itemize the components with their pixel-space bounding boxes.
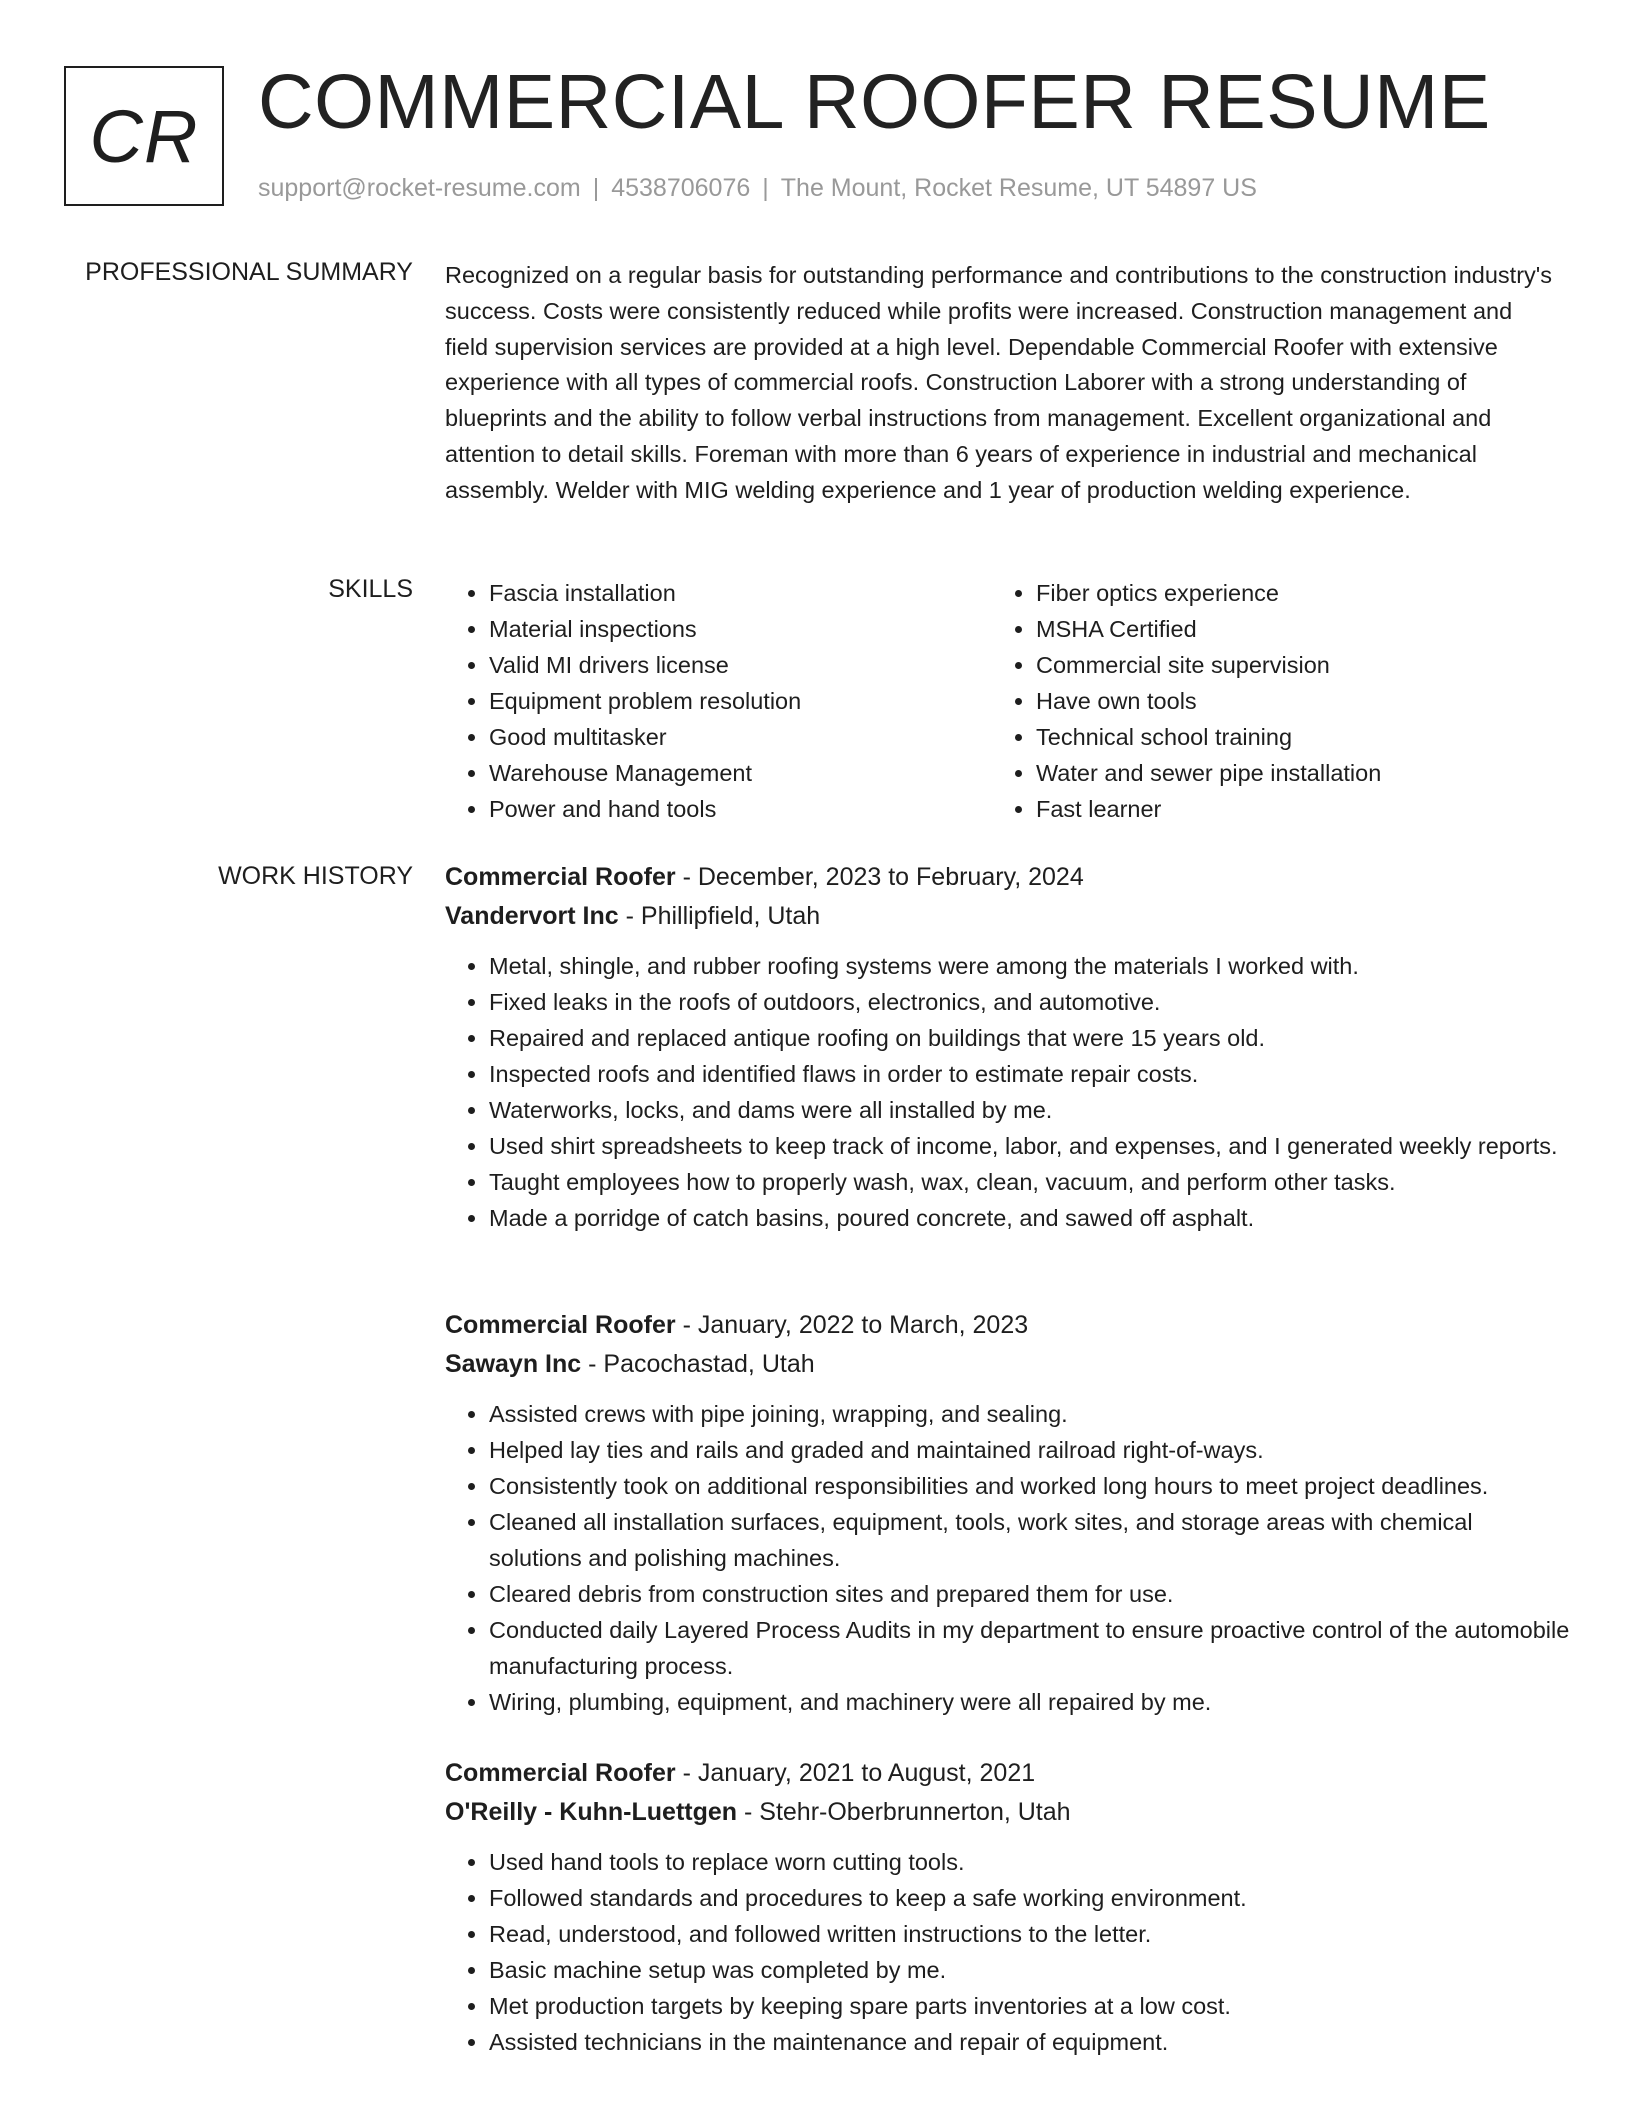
job-entry: [445, 1306, 1570, 1720]
contact-phone[interactable]: 4538706076: [611, 174, 751, 202]
monogram-logo: CR: [64, 66, 224, 206]
job-location: - Pacochastad, Utah: [581, 1350, 815, 1378]
job-location: - Stehr-Oberbrunnerton, Utah: [737, 1798, 1071, 1826]
skill-item: • Water and sewer pipe installation: [1036, 755, 1381, 791]
job-bullet: • Made a porridge of catch basins, poured concrete, and sawed off asphalt.: [489, 1200, 1570, 1236]
section-label-work-history: WORK HISTORY: [218, 862, 413, 890]
skills-column-2: [992, 575, 1381, 827]
resume-title: COMMERCIAL ROOFER RESUME: [258, 59, 1491, 145]
job-bullet: • Conducted daily Layered Process Audits in my department to ensure proactive control of the automobile manufacturing process.: [489, 1612, 1570, 1684]
job-dates: - January, 2022 to March, 2023: [675, 1311, 1029, 1339]
skill-item: • Power and hand tools: [489, 791, 992, 827]
job-bullet: • Read, understood, and followed written instructions to the letter.: [489, 1916, 1570, 1952]
job-bullet: • Repaired and replaced antique roofing on buildings that were 15 years old.: [489, 1020, 1570, 1056]
job-bullet: • Used shirt spreadsheets to keep track of income, labor, and expenses, and I generated weekly reports.: [489, 1128, 1570, 1164]
section-label-skills: SKILLS: [328, 575, 413, 603]
skill-item: • Good multitasker: [489, 719, 992, 755]
skill-item: • Fascia installation: [489, 575, 992, 611]
job-bullet: • Wiring, plumbing, equipment, and machinery were all repaired by me.: [489, 1684, 1570, 1720]
contact-line: [258, 174, 1257, 203]
job-bullets: [445, 1844, 1570, 2060]
job-bullet: • Fixed leaks in the roofs of outdoors, electronics, and automotive.: [489, 984, 1570, 1020]
contact-address: The Mount, Rocket Resume, UT 54897 US: [780, 174, 1257, 202]
job-bullet: • Basic machine setup was completed by me.: [489, 1952, 1570, 1988]
job-bullet: • Waterworks, locks, and dams were all installed by me.: [489, 1092, 1570, 1128]
skills-list: [445, 575, 1555, 827]
job-bullets: [445, 1396, 1570, 1720]
skill-item: • MSHA Certified: [1036, 611, 1381, 647]
skill-item: • Fiber optics experience: [1036, 575, 1381, 611]
skill-item: • Fast learner: [1036, 791, 1381, 827]
job-dates: - December, 2023 to February, 2024: [675, 863, 1084, 891]
contact-separator: |: [592, 174, 600, 202]
job-title: Commercial Roofer: [445, 863, 676, 891]
job-bullets: [445, 948, 1570, 1236]
job-title: Commercial Roofer: [445, 1311, 676, 1339]
job-bullet: • Met production targets by keeping spare parts inventories at a low cost.: [489, 1988, 1570, 2024]
job-location: - Phillipfield, Utah: [618, 902, 821, 930]
job-bullet: • Inspected roofs and identified flaws in order to estimate repair costs.: [489, 1056, 1570, 1092]
job-dates: - January, 2021 to August, 2021: [675, 1759, 1036, 1787]
skill-item: • Have own tools: [1036, 683, 1381, 719]
section-label-summary: PROFESSIONAL SUMMARY: [85, 258, 413, 286]
job-bullet: • Taught employees how to properly wash, wax, clean, vacuum, and perform other tasks.: [489, 1164, 1570, 1200]
job-bullet: • Cleared debris from construction sites and prepared them for use.: [489, 1576, 1570, 1612]
job-bullet: • Assisted technicians in the maintenance and repair of equipment.: [489, 2024, 1570, 2060]
contact-email[interactable]: support@rocket-resume.com: [258, 174, 581, 202]
summary-text: Recognized on a regular basis for outstanding performance and contributions to the construction industry's success. Costs were consistently reduced while profits were increased. Construction management and field supervision services are provided at a high level. Dependable Commercial Roofer with extensive experience with all types of commercial roofs. Construction Laborer with a strong understanding of blueprints and the ability to follow verbal instructions from management. Excellent organizational and attention to detail skills. Foreman with more than 6 years of experience in industrial and mechanical assembly. Welder with MIG welding experience and 1 year of production welding experience.: [445, 262, 1553, 503]
job-company: Vandervort Inc: [445, 902, 619, 930]
skill-item: • Commercial site supervision: [1036, 647, 1381, 683]
skill-item: • Material inspections: [489, 611, 992, 647]
job-company: Sawayn Inc: [445, 1350, 582, 1378]
job-title: Commercial Roofer: [445, 1759, 676, 1787]
job-bullet: • Cleaned all installation surfaces, equipment, tools, work sites, and storage areas with chemical solutions and polishing machines.: [489, 1504, 1570, 1576]
skill-item: • Warehouse Management: [489, 755, 992, 791]
job-bullet: • Assisted crews with pipe joining, wrapping, and sealing.: [489, 1396, 1570, 1432]
skill-item: • Technical school training: [1036, 719, 1381, 755]
job-bullet: • Followed standards and procedures to keep a safe working environment.: [489, 1880, 1570, 1916]
job-company: O'Reilly - Kuhn-Luettgen: [445, 1798, 738, 1826]
skill-item: • Equipment problem resolution: [489, 683, 992, 719]
skills-column-1: [445, 575, 992, 827]
job-entry: [445, 858, 1570, 1236]
job-entry: [445, 1754, 1570, 2060]
job-bullet: • Used hand tools to replace worn cutting tools.: [489, 1844, 1570, 1880]
skill-item: • Valid MI drivers license: [489, 647, 992, 683]
job-bullet: • Consistently took on additional responsibilities and worked long hours to meet project deadlines.: [489, 1468, 1570, 1504]
job-bullet: • Helped lay ties and rails and graded and maintained railroad right-of-ways.: [489, 1432, 1570, 1468]
contact-separator: |: [762, 174, 769, 202]
job-bullet: • Metal, shingle, and rubber roofing systems were among the materials I worked with.: [489, 948, 1570, 984]
